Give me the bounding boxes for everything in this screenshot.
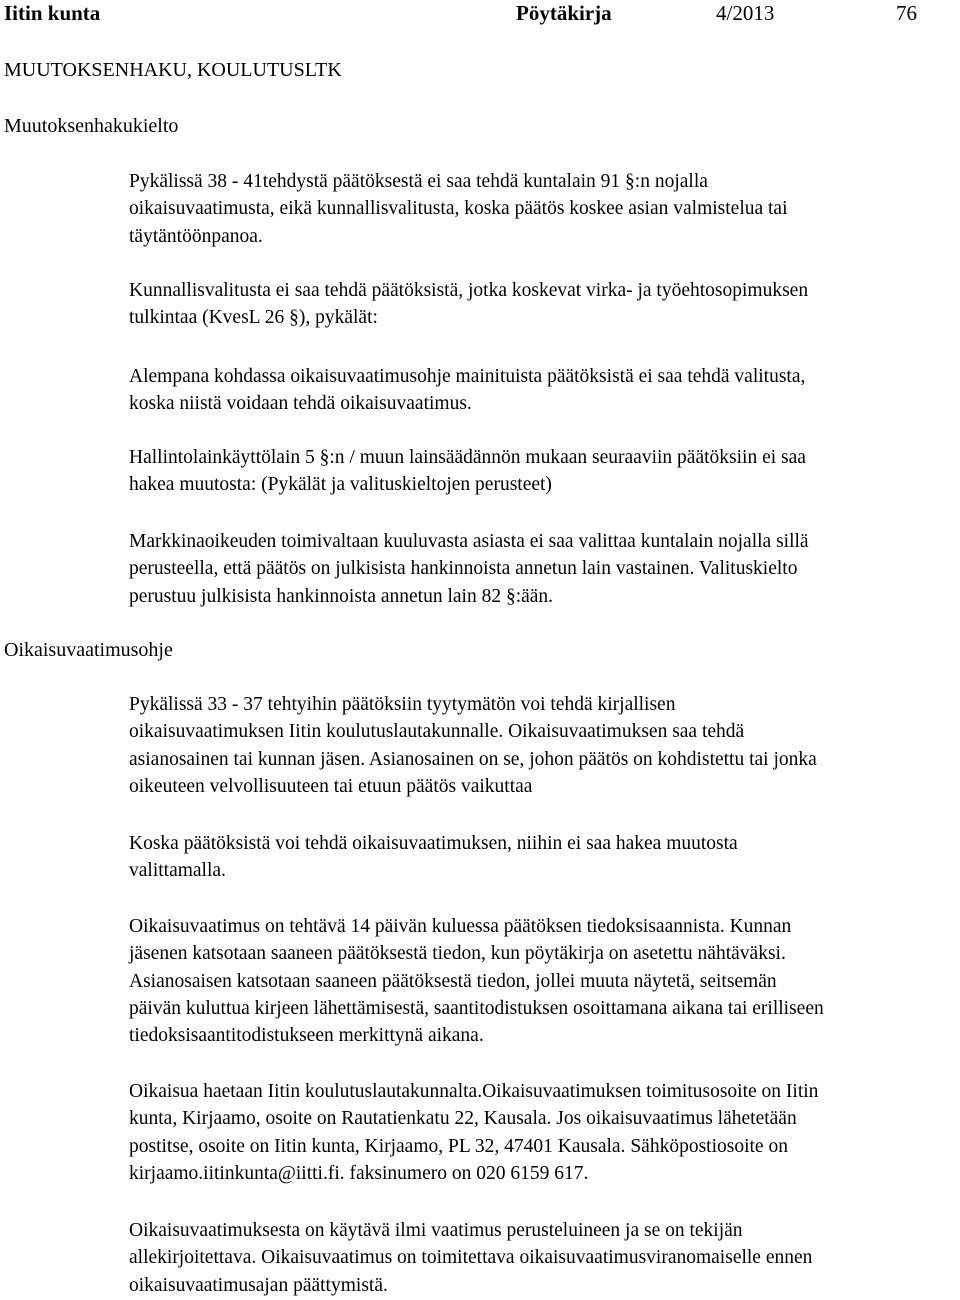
- text-line: Oikaisuvaatimuksesta on käytävä ilmi vaatimus perusteluineen ja se on tekijän: [129, 1220, 743, 1241]
- text-line: oikaisuvaatimuksen Iitin koulutuslautakunnalle. Oikaisuvaatimuksen saa tehdä: [129, 721, 745, 743]
- text-line: allekirjoitettava. Oikaisuvaatimus on toimitettava oikaisuvaatimusviranomaiselle ennen: [129, 1247, 813, 1269]
- text-line: valittamalla.: [129, 860, 226, 882]
- text-line: kunta, Kirjaamo, osoite on Rautatienkatu 22, Kausala. Jos oikaisuvaatimus lähetetään: [129, 1108, 797, 1130]
- paragraph-appeal-ban: [129, 168, 959, 250]
- label-rectification-instructions: Oikaisuvaatimusohje: [4, 639, 173, 661]
- municipality-name: Iitin kunta: [4, 1, 101, 25]
- text-line: perustuu julkisista hankinnoista annetun lain 82 §:ään.: [129, 585, 554, 607]
- text-line: Hallintolainkäyttölain 5 §:n / muun lainsäädännön mukaan seuraaviin päätöksiin ei saa: [129, 447, 806, 468]
- text-line: kirjaamo.iitinkunta@iitti.fi. faksinumero on 020 6159 617.: [129, 1162, 589, 1184]
- text-line: Oikaisuvaatimus on tehtävä 14 päivän kuluessa päätöksen tiedoksisaannista. Kunnan: [129, 916, 792, 937]
- text-line: oikeuteen velvollisuuteen tai etuun päätös vaikuttaa: [129, 775, 533, 797]
- text-line: päivän kuluttua kirjeen lähettämisestä, saantitodistuksen osoittamana aikana tai erilliseen: [129, 997, 824, 1019]
- text-line: tiedoksisaantitodistukseen merkittynä aikana.: [129, 1025, 484, 1047]
- text-line: Markkinaoikeuden toimivaltaan kuuluvasta asiasta ei saa valittaa kuntalain nojalla sillä: [129, 531, 809, 552]
- paragraph-collective-agreement: [129, 277, 959, 332]
- text-line: Alempana kohdassa oikaisuvaatimusohje mainituista päätöksistä ei saa tehdä valitusta,: [129, 366, 806, 387]
- text-line: asianosainen tai kunnan jäsen. Asianosainen on se, johon päätös on kohdistettu tai jonka: [129, 748, 817, 770]
- text-line: jäsenen katsotaan saaneen päätöksestä tiedon, kun pöytäkirja on asetettu nähtäväksi.: [129, 943, 786, 965]
- paragraph-no-appeal-by-complaint: [129, 830, 959, 885]
- text-line: koska niistä voidaan tehdä oikaisuvaatimus.: [129, 393, 472, 415]
- text-line: perusteella, että päätös on julkisista hankinnoista annetun lain vastainen. Valituskielto: [129, 558, 798, 580]
- paragraph-rectification-right: [129, 691, 959, 800]
- label-appeal-ban: Muutoksenhakukielto: [4, 115, 179, 137]
- section-title: MUUTOKSENHAKU, KOULUTUSLTK: [4, 59, 342, 81]
- text-line: Kunnallisvalitusta ei saa tehdä päätöksistä, jotka koskevat virka- ja työehtosopimuksen: [129, 280, 809, 301]
- paragraph-deadline: [129, 913, 959, 1049]
- page-header: [4, 0, 956, 28]
- text-line: oikaisuvaatimusajan päättymistä.: [129, 1274, 388, 1296]
- text-line: Pykälissä 33 - 37 tehtyihin päätöksiin tyytymätön voi tehdä kirjallisen: [129, 694, 676, 715]
- paragraph-no-appeal: [129, 363, 959, 418]
- text-line: postitse, osoite on Iitin kunta, Kirjaamo, PL 32, 47401 Kausala. Sähköpostiosoite on: [129, 1135, 788, 1157]
- paragraph-submission-address: [129, 1078, 959, 1187]
- text-line: Pykälissä 38 - 41tehdystä päätöksestä ei saa tehdä kuntalain 91 §:n nojalla: [129, 171, 708, 192]
- page-number: 76: [896, 1, 917, 25]
- paragraph-signature-requirement: [129, 1217, 959, 1299]
- text-line: tulkintaa (KvesL 26 §), pykälät:: [129, 307, 378, 329]
- paragraph-market-court: [129, 528, 959, 610]
- document-number: 4/2013: [716, 1, 775, 25]
- text-line: Asianosaisen katsotaan saaneen päätöksestä tiedon, jollei muuta näytetä, seitsemän: [129, 970, 777, 992]
- text-line: täytäntöönpanoa.: [129, 225, 263, 247]
- text-line: hakea muutosta: (Pykälät ja valituskieltojen perusteet): [129, 474, 552, 496]
- document-type: Pöytäkirja: [516, 1, 612, 25]
- paragraph-administrative-procedure: [129, 444, 959, 499]
- text-line: Koska päätöksistä voi tehdä oikaisuvaatimuksen, niihin ei saa hakea muutosta: [129, 833, 738, 854]
- text-line: oikaisuvaatimusta, eikä kunnallisvalitusta, koska päätös koskee asian valmistelua tai: [129, 198, 788, 220]
- text-line: Oikaisua haetaan Iitin koulutuslautakunnalta.Oikaisuvaatimuksen toimitusosoite on Iitin: [129, 1081, 819, 1102]
